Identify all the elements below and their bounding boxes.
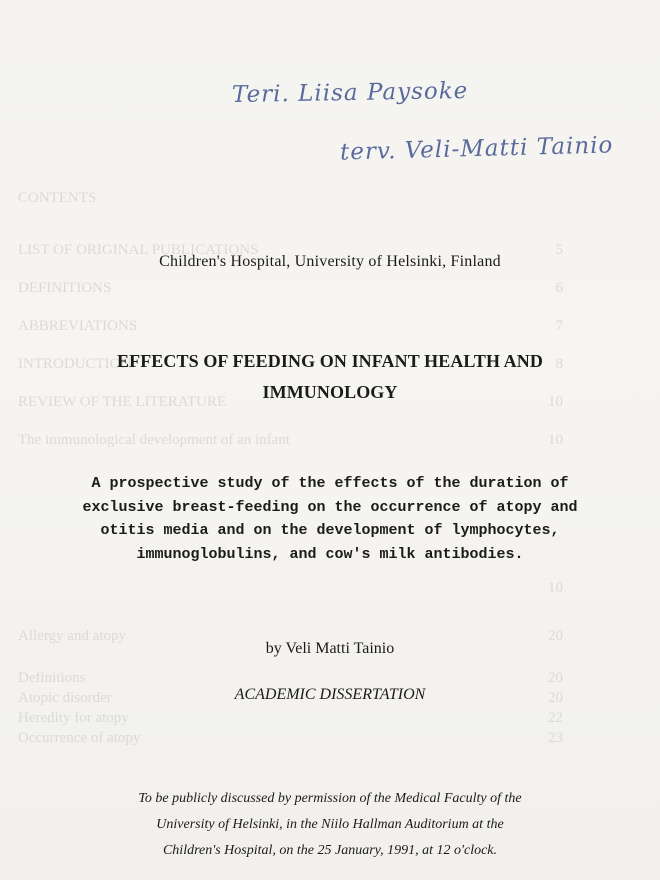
subtitle-line: exclusive breast-feeding on the occurrence of atopy and: [82, 498, 578, 516]
ghost-page-number: 20: [548, 628, 563, 644]
ghost-line: CONTENTS: [18, 190, 97, 206]
title-line: EFFECTS OF FEEDING ON INFANT HEALTH AND: [117, 351, 543, 371]
ghost-line: DEFINITIONS: [18, 280, 112, 296]
ghost-line: LIST OF ORIGINAL PUBLICATIONS: [18, 242, 259, 258]
defense-permission-statement: [0, 786, 660, 864]
subtitle-line: otitis media and on the development of lymphocytes,: [100, 522, 560, 539]
ghost-line: INTRODUCTION: [18, 356, 132, 372]
ghost-line: REVIEW OF THE LITERATURE: [18, 394, 227, 410]
ghost-line: ABBREVIATIONS: [18, 318, 138, 334]
ghost-line: Atopic disorder: [18, 690, 112, 706]
permission-line: To be publicly discussed by permission of the Medical Faculty of the: [138, 791, 522, 806]
dissertation-subtitle: [0, 472, 660, 566]
ghost-page-number: 8: [555, 356, 563, 372]
handwritten-dedication-line-1: Teri. Liisa Paysoke: [231, 77, 469, 109]
ghost-page-number: 10: [548, 432, 563, 448]
handwritten-dedication-line-2: terv. Veli-Matti Tainio: [339, 132, 614, 166]
title-line: IMMUNOLOGY: [262, 382, 398, 402]
ghost-page-number: 20: [548, 670, 563, 686]
permission-line: University of Helsinki, in the Niilo Hallman Auditorium at the: [156, 817, 504, 832]
ghost-line: Allergy and atopy: [18, 628, 127, 644]
ghost-page-number: 6: [555, 280, 563, 296]
ghost-line: Definitions: [18, 670, 86, 686]
subtitle-line: immunoglobulins, and cow's milk antibodies.: [136, 545, 524, 563]
ghost-page-number: 10: [548, 580, 563, 596]
ghost-page-number: 22: [548, 710, 563, 726]
ghost-line: The immunological development of an infant: [18, 432, 291, 448]
ghost-page-number: 20: [548, 690, 563, 706]
ghost-line: Occurrence of atopy: [18, 730, 141, 746]
document-type: ACADEMIC DISSERTATION: [234, 686, 426, 703]
permission-line: Children's Hospital, on the 25 January, 1991, at 12 o'clock.: [162, 843, 498, 858]
author-line: by Veli Matti Tainio: [265, 640, 395, 657]
subtitle-line: A prospective study of the effects of the duration of: [91, 475, 569, 492]
ghost-page-number: 23: [548, 730, 563, 746]
ghost-page-number: 7: [555, 318, 563, 334]
institution-line: Children's Hospital, University of Helsinki, Finland: [159, 253, 501, 270]
dissertation-title: [0, 346, 660, 408]
ghost-page-number: 5: [555, 242, 563, 258]
ghost-line: Heredity for atopy: [18, 710, 129, 726]
ghost-page-number: 10: [548, 394, 563, 410]
